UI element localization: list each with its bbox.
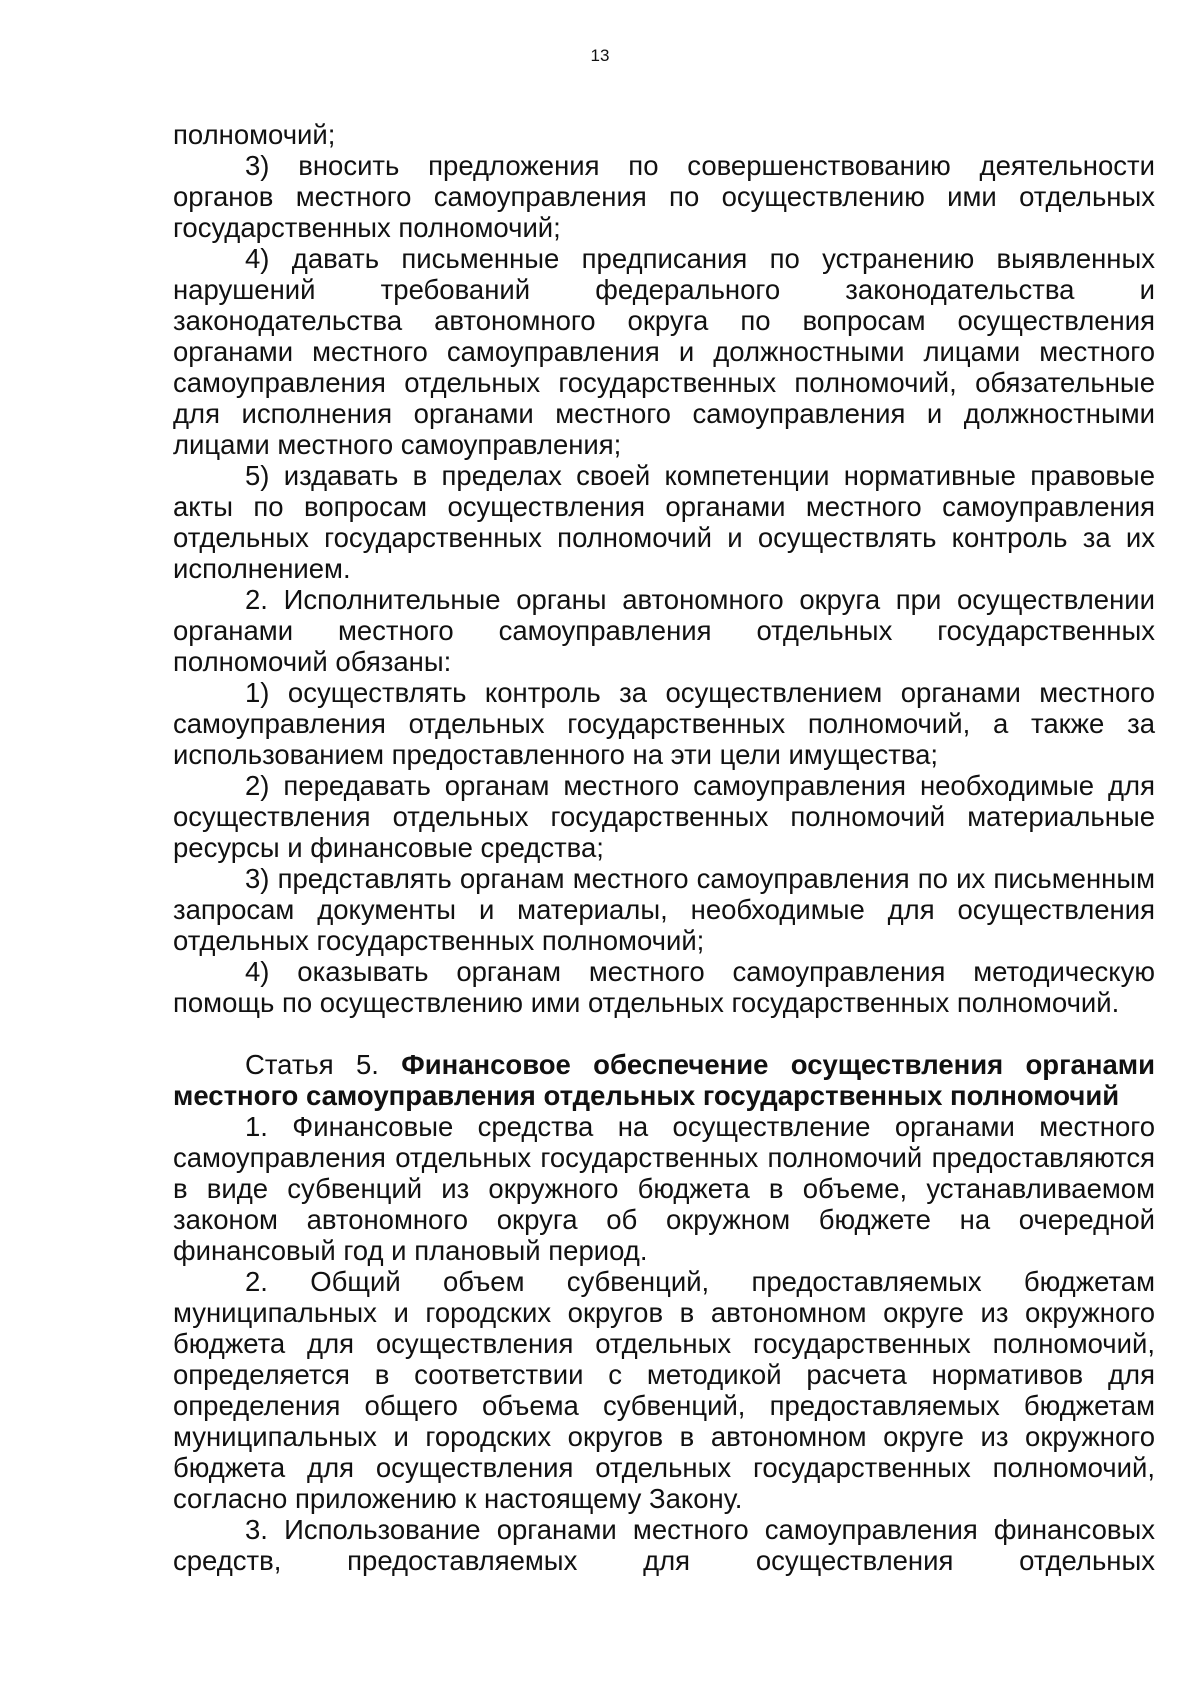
paragraph-duty-2: 2) передавать органам местного самоуправления необходимые для осуществления отдельных государственных полномочий материальные ресурсы и финансовые средства;	[173, 770, 1155, 863]
paragraph-clause-2: 2. Исполнительные органы автономного округа при осуществлении органами местного самоуправления отдельных государственных полномочий обязаны:	[173, 584, 1155, 677]
article-title: Финансовое обеспечение осуществления органами местного самоуправления отдельных государственных полномочий	[173, 1049, 1155, 1111]
paragraph-duty-1: 1) осуществлять контроль за осуществлением органами местного самоуправления отдельных государственных полномочий, а также за использованием предоставленного на эти цели имущества;	[173, 677, 1155, 770]
article-paragraph-2: 2. Общий объем субвенций, предоставляемых бюджетам муниципальных и городских округов в автономном округе из окружного бюджета для осуществления отдельных государственных полномочий, определяется в соответствии с методикой расчета нормативов для определения общего объема субвенций, предоставляемых бюджетам муниципальных и городских округов в автономном округе из окружного бюджета для осуществления отдельных государственных полномочий, согласно приложению к настоящему Закону.	[173, 1266, 1155, 1514]
document-body	[173, 119, 1155, 1576]
paragraph-duty-4: 4) оказывать органам местного самоуправления методическую помощь по осуществлению ими отдельных государственных полномочий.	[173, 956, 1155, 1018]
paragraph-item-3: 3) вносить предложения по совершенствованию деятельности органов местного самоуправления по осуществлению ими отдельных государственных полномочий;	[173, 150, 1155, 243]
paragraph-duty-3: 3) представлять органам местного самоуправления по их письменным запросам документы и материалы, необходимые для осуществления отдельных государственных полномочий;	[173, 863, 1155, 956]
article-paragraph-3: 3. Использование органами местного самоуправления финансовых средств, предоставляемых для осуществления отдельных	[173, 1514, 1155, 1576]
paragraph-continuation: полномочий;	[173, 119, 336, 150]
paragraph-item-5: 5) издавать в пределах своей компетенции нормативные правовые акты по вопросам осуществления органами местного самоуправления отдельных государственных полномочий и осуществлять контроль за их исполнением.	[173, 460, 1155, 584]
article-heading	[173, 1049, 1155, 1111]
paragraph-item-4: 4) давать письменные предписания по устранению выявленных нарушений требований федерального законодательства и законодательства автономного округа по вопросам осуществления органами местного самоуправления и должностными лицами местного самоуправления отдельных государственных полномочий, обязательные для исполнения органами местного самоуправления и должностными лицами местного самоуправления;	[173, 243, 1155, 460]
section-spacer	[173, 1018, 1155, 1049]
article-label: Статья 5.	[245, 1049, 402, 1080]
article-paragraph-1: 1. Финансовые средства на осуществление органами местного самоуправления отдельных государственных полномочий предоставляются в виде субвенций из окружного бюджета в объеме, устанавливаемом законом автономного округа об окружном бюджете на очередной финансовый год и плановый период.	[173, 1111, 1155, 1266]
page-number: 13	[590, 46, 610, 65]
